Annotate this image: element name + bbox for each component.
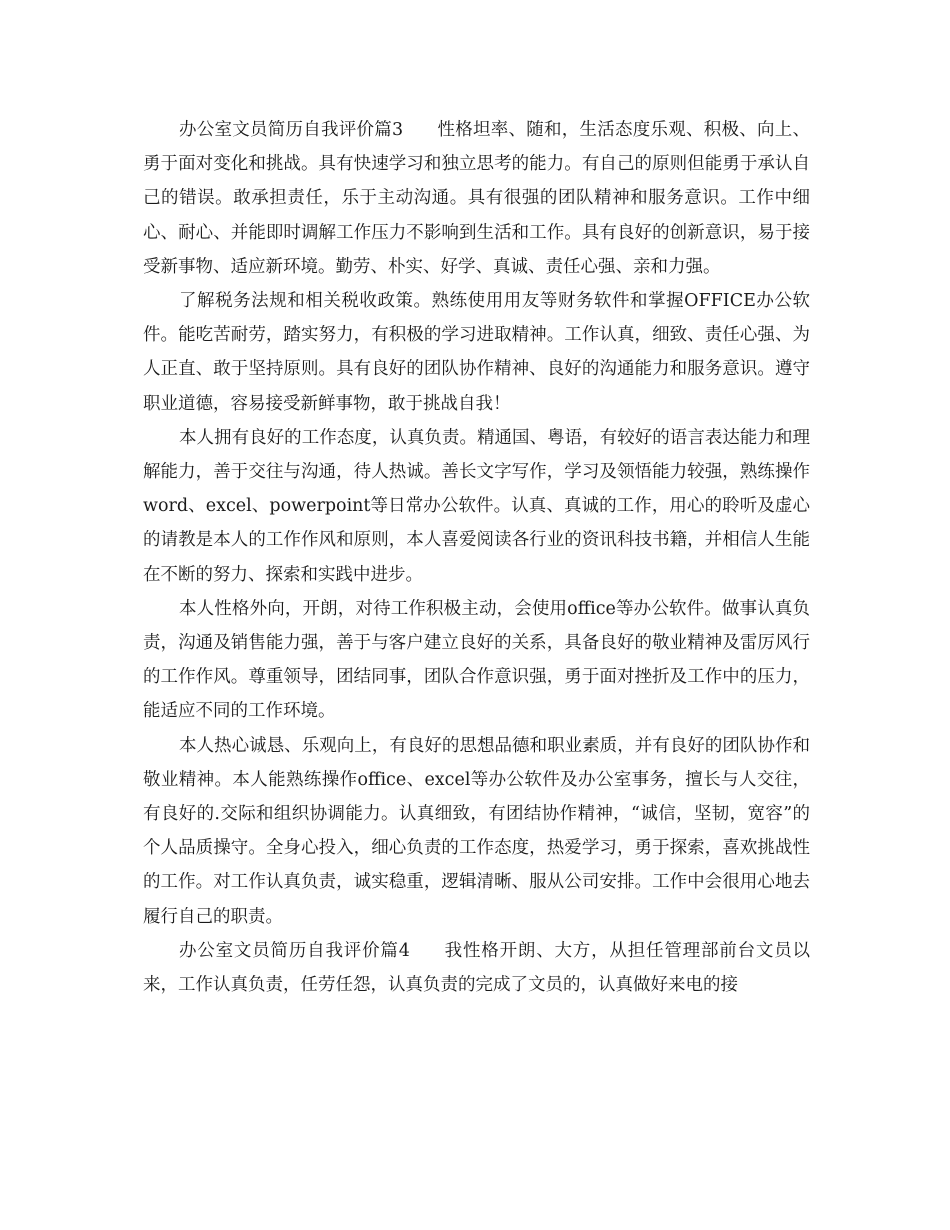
paragraph-text: 了解税务法规和相关税收政策。熟练使用用友等财务软件和掌握OFFICE办公软件。能吃苦耐劳，踏实努力，有积极的学习进取精神。工作认真，细致、责任心强、为人正直、敢于坚持原则。具有良好的团队协作精神、良好的沟通能力和服务意识。遵守职业道德，容易接受新鲜事物，敢于挑战自我！ bbox=[143, 291, 810, 414]
paragraph bbox=[143, 113, 810, 284]
paragraph bbox=[143, 421, 810, 592]
paragraph-text: 性格坦率、随和，生活态度乐观、积极、向上、勇于面对变化和挑战。具有快速学习和独立思考的能力。有自己的原则但能勇于承认自己的错误。敢承担责任，乐于主动沟通。具有很强的团队精神和服务意识。工作中细心、耐心、并能即时调解工作压力不影响到生活和工作。具有良好的创新意识，易于接受新事物、适应新环境。勤劳、朴实、好学、真诚、责任心强、亲和力强。 bbox=[143, 120, 811, 277]
paragraph bbox=[143, 284, 810, 421]
paragraph bbox=[143, 934, 810, 1002]
paragraph-text: 我性格开朗、大方，从担任管理部前台文员以来，工作认真负责，任劳任怨，认真负责的完成了文员的，认真做好来电的接 bbox=[143, 940, 811, 996]
paragraph bbox=[143, 729, 810, 934]
section-heading: 办公室文员简历自我评价篇4 bbox=[179, 940, 410, 961]
paragraph-text: 本人性格外向，开朗，对待工作积极主动，会使用office等办公软件。做事认真负责，沟通及销售能力强，善于与客户建立良好的关系，具备良好的敬业精神及雷厉风行的工作作风。尊重领导，团结同事，团队合作意识强，勇于面对挫折及工作中的压力，能适应不同的工作环境。 bbox=[143, 598, 810, 722]
paragraph-text: 本人拥有良好的工作态度，认真负责。精通国、粤语，有较好的语言表达能力和理解能力，善于交往与沟通，待人热诚。善长文字写作，学习及领悟能力较强，熟练操作word、excel、powerpoint等日常办公软件。认真、真诚的工作，用心的聆听及虚心的请教是本人的工作作风和原则，本人喜爱阅读各行业的资讯科技书籍，并相信人生能在不断的努力、探索和实践中进步。 bbox=[143, 427, 810, 585]
paragraph bbox=[143, 592, 810, 729]
document-body bbox=[143, 113, 810, 1002]
paragraph-text: 本人热心诚恳、乐观向上，有良好的思想品德和职业素质，并有良好的团队协作和敬业精神。本人能熟练操作office、excel等办公软件及办公室事务，擅长与人交往，有良好的.交际和组织协调能力。认真细致，有团结协作精神，“诚信，坚韧，宽容”的个人品质操守。全身心投入，细心负责的工作态度，热爱学习，勇于探索，喜欢挑战性的工作。对工作认真负责，诚实稳重，逻辑清晰、服从公司安排。工作中会很用心地去履行自己的职责。 bbox=[143, 735, 810, 927]
section-heading: 办公室文员简历自我评价篇3 bbox=[179, 120, 404, 140]
